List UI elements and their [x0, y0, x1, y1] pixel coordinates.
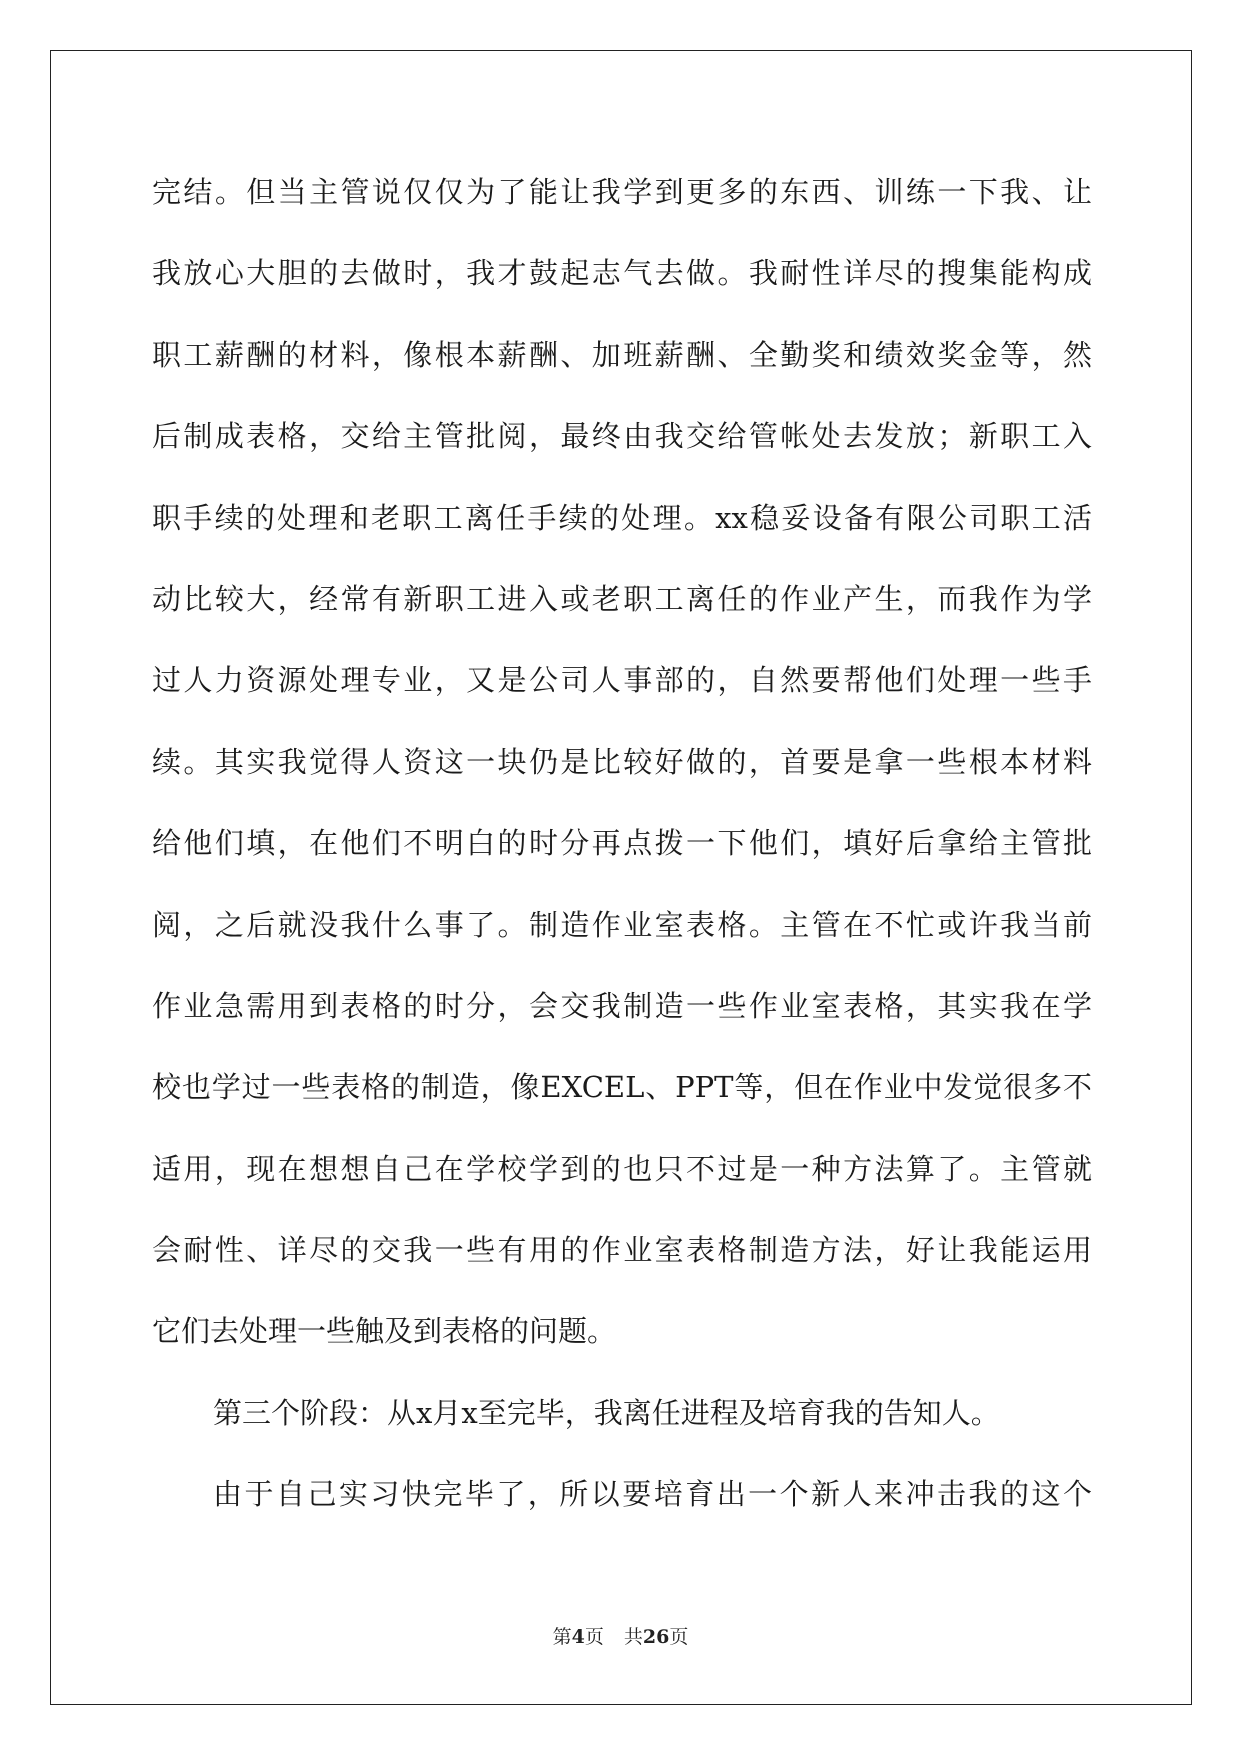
text-line: 给他们填，在他们不明白的时分再点拨一下他们，填好后拿给主管批	[152, 826, 1092, 861]
text-line: 我放心大胆的去做时，我才鼓起志气去做。我耐性详尽的搜集能构成	[152, 256, 1092, 291]
page-prefix: 第	[552, 1626, 572, 1648]
total-suffix: 页	[669, 1626, 689, 1648]
text-line: 适用，现在想想自己在学校学到的也只不过是一种方法算了。主管就	[152, 1151, 1092, 1186]
text-line: 校也学过一些表格的制造，像EXCEL、PPT等，但在作业中发觉很多不	[152, 1070, 1092, 1105]
text-line: 续。其实我觉得人资这一块仍是比较好做的，首要是拿一些根本材料	[152, 744, 1092, 779]
text-line: 后制成表格，交给主管批阅，最终由我交给管帐处去发放；新职工入	[152, 419, 1092, 454]
text-line: 作业急需用到表格的时分，会交我制造一些作业室表格，其实我在学	[152, 988, 1092, 1023]
text-line: 过人力资源处理专业，又是公司人事部的，自然要帮他们处理一些手	[152, 663, 1092, 698]
text-line: 职工薪酬的材料，像根本薪酬、加班薪酬、全勤奖和绩效奖金等，然	[152, 337, 1092, 372]
text-line: 阅，之后就没我什么事了。制造作业室表格。主管在不忙或许我当前	[152, 907, 1092, 942]
section-heading-line: 第三个阶段：从x月x至完毕，我离任进程及培育我的告知人。	[213, 1395, 1000, 1430]
paragraph-start-line: 由于自己实习快完毕了，所以要培育出一个新人来冲击我的这个	[213, 1477, 1092, 1512]
text-line: 完结。但当主管说仅仅为了能让我学到更多的东西、训练一下我、让	[152, 175, 1092, 209]
text-line: 会耐性、详尽的交我一些有用的作业室表格制造方法，好让我能运用	[152, 1233, 1092, 1268]
body-text	[152, 161, 1092, 1545]
page-suffix: 页	[584, 1626, 604, 1648]
total-pages: 26	[642, 1626, 670, 1648]
page-number: 4	[571, 1626, 585, 1648]
text-line: 它们去处理一些触及到表格的问题。	[152, 1314, 617, 1349]
page-footer	[0, 1625, 1241, 1649]
text-line: 职手续的处理和老职工离任手续的处理。xx稳妥设备有限公司职工活	[152, 500, 1092, 535]
text-line: 动比较大，经常有新职工进入或老职工离任的作业产生，而我作为学	[152, 581, 1092, 616]
total-prefix: 共	[623, 1626, 643, 1648]
